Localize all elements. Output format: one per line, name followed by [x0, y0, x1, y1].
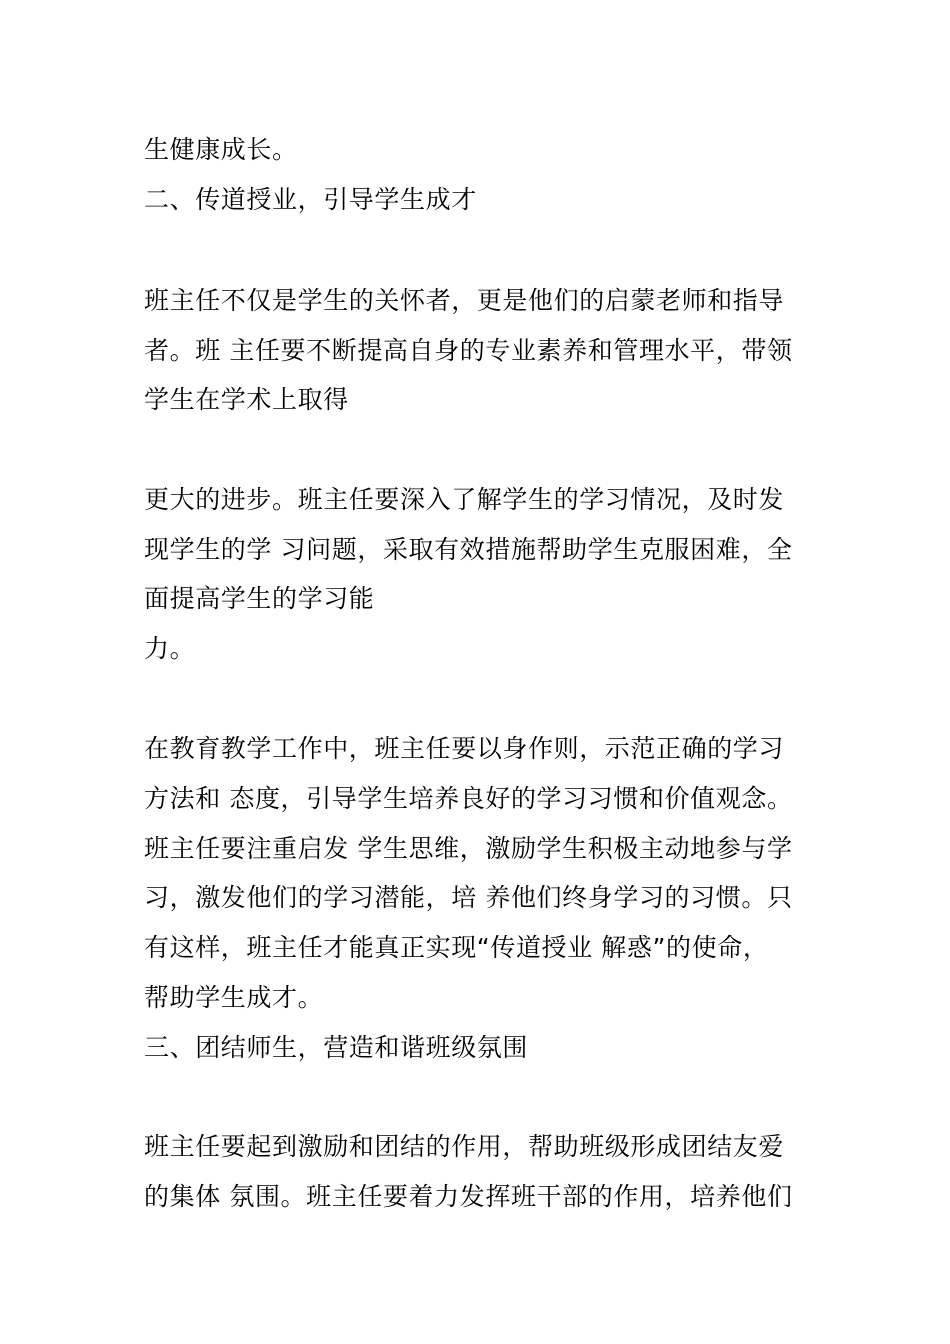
paragraph-line: 班主任要注重启发 学生思维，激励学生积极主动地参与学: [144, 834, 793, 863]
paragraph-line: 帮助学生成才。: [144, 983, 324, 1012]
paragraph-line: 的集体 氛围。班主任要着力发挥班干部的作用，培养他们: [144, 1182, 793, 1211]
section-heading-2: 二、传道授业，引导学生成才: [144, 185, 477, 214]
paragraph-line: 更大的进步。班主任要深入了解学生的学习情况，及时发: [144, 485, 785, 514]
paragraph-line: 者。班 主任要不断提高自身的专业素养和管理水平，带领: [144, 336, 793, 365]
paragraph-line: 习，激发他们的学习潜能，培 养他们终身学习的习惯。只: [144, 883, 793, 912]
paragraph-line: 现学生的学 习问题，采取有效措施帮助学生克服困难，全: [144, 535, 793, 564]
paragraph-line: 班主任不仅是学生的关怀者，更是他们的启蒙老师和指导: [144, 286, 785, 315]
paragraph-line: 面提高学生的学习能: [144, 584, 375, 613]
paragraph-line: 班主任要起到激励和团结的作用，帮助班级形成团结友爱: [144, 1132, 785, 1161]
section-heading-3: 三、团结师生，营造和谐班级氛围: [144, 1033, 529, 1062]
paragraph-line: 学生在学术上取得: [144, 385, 349, 414]
paragraph-line: 在教育教学工作中，班主任要以身作则，示范正确的学习: [144, 734, 785, 763]
paragraph-line: 方法和 态度，引导学生培养良好的学习习惯和价值观念。: [144, 784, 793, 813]
paragraph-line: 有这样，班主任才能真正实现“传道授业 解惑”的使命，: [144, 933, 769, 962]
paragraph-line: 生健康成长。: [144, 135, 298, 164]
paragraph-line: 力。: [144, 634, 196, 663]
